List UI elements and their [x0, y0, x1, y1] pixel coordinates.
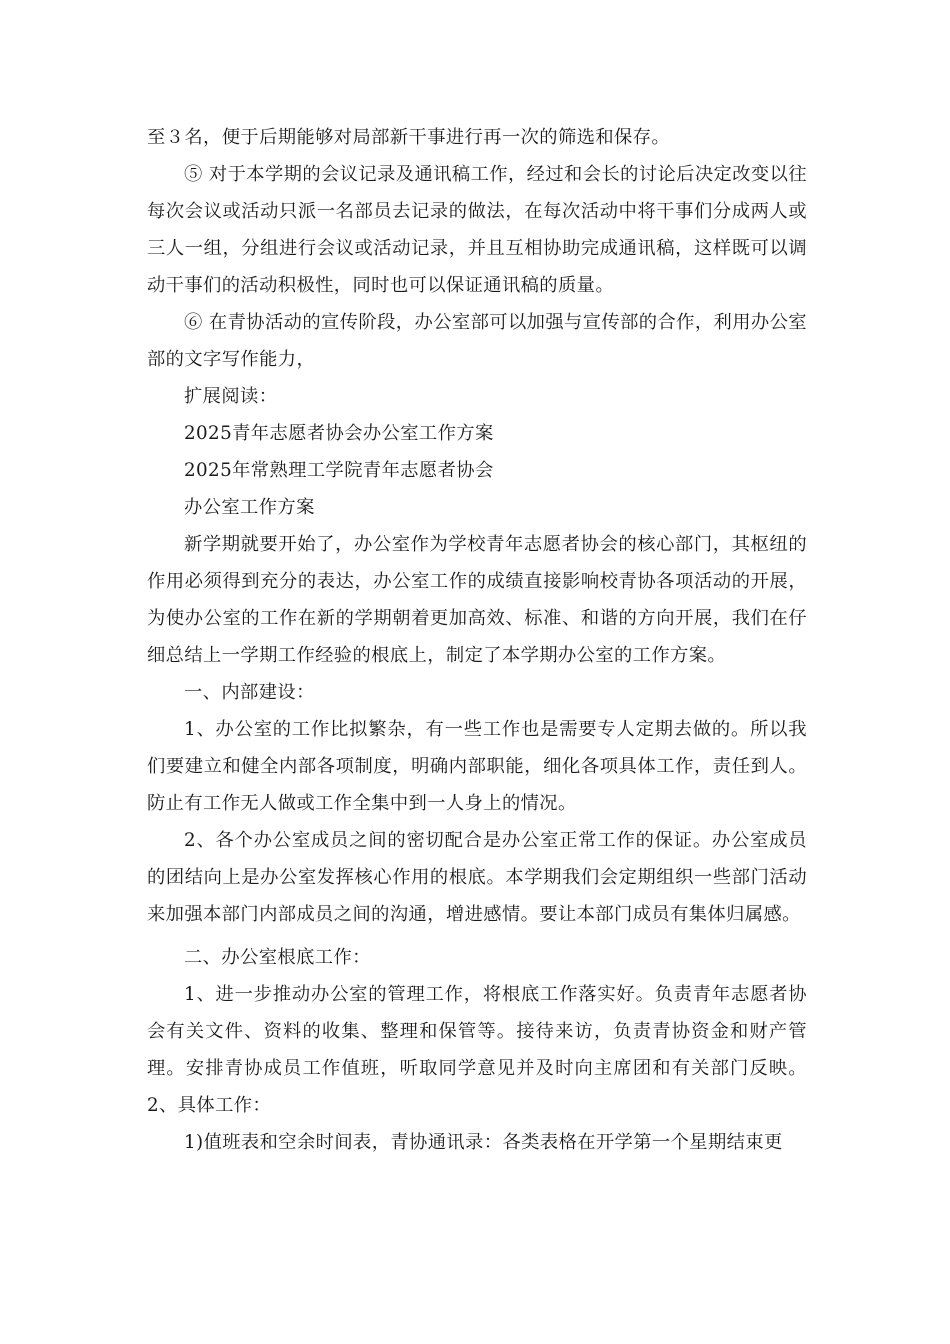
paragraph-internal-1: 1、办公室的工作比拟繁杂，有一些工作也是需要专人定期去做的。所以我们要建立和健全内部各项制度，明确内部职能，细化各项具体工作，责任到人。防止有工作无人做或工作全集中到一人身上的情况。 — [147, 719, 807, 814]
plan-title: 办公室工作方案 — [184, 497, 315, 518]
document-body — [147, 119, 807, 1161]
further-reading-title: 2025青年志愿者协会办公室工作方案 — [184, 423, 494, 444]
section-heading-basic: 二、办公室根底工作： — [184, 947, 371, 968]
paragraph-item-6: ⑥ 在青协活动的宣传阶段，办公室部可以加强与宣传部的合作，利用办公室部的文字写作能力， — [147, 312, 807, 370]
organization-name: 2025年常熟理工学院青年志愿者协会 — [184, 460, 494, 481]
further-reading-label: 扩展阅读： — [184, 386, 278, 407]
section-heading-internal: 一、内部建设： — [184, 682, 315, 703]
paragraph-internal-2: 2、各个办公室成员之间的密切配合是办公室正常工作的保证。办公室成员的团结向上是办公室发挥核心作用的根底。本学期我们会定期组织一些部门活动来加强本部门内部成员之间的沟通，增进感情。要让本部门成员有集体归属感。 — [147, 830, 807, 925]
paragraph-intro: 新学期就要开始了，办公室作为学校青年志愿者协会的核心部门，其枢纽的作用必须得到充分的表达，办公室工作的成绩直接影响校青协各项活动的开展，为使办公室的工作在新的学期朝着更加高效、标准、和谐的方向开展，我们在仔细总结上一学期工作经验的根底上，制定了本学期办公室的工作方案。 — [147, 534, 807, 666]
paragraph-basic-1: 1、进一步推动办公室的管理工作，将根底工作落实好。负责青年志愿者协会有关文件、资料的收集、整理和保管等。接待来访，负责青协资金和财产管理。安排青协成员工作值班，听取同学意见并及时向主席团和有关部门反映。2、具体工作： — [147, 984, 807, 1116]
paragraph-basic-2: 1)值班表和空余时间表，青协通讯录：各类表格在开学第一个星期结束更 — [184, 1132, 783, 1153]
paragraph-continuation: 至３名，便于后期能够对局部新干事进行再一次的筛选和保存。 — [147, 127, 671, 148]
paragraph-item-5: ⑤ 对于本学期的会议记录及通讯稿工作，经过和会长的讨论后决定改变以往每次会议或活动只派一名部员去记录的做法，在每次活动中将干事们分成两人或三人一组，分组进行会议或活动记录，并且互相协助完成通讯稿，这样既可以调动干事们的活动积极性，同时也可以保证通讯稿的质量。 — [147, 164, 807, 296]
